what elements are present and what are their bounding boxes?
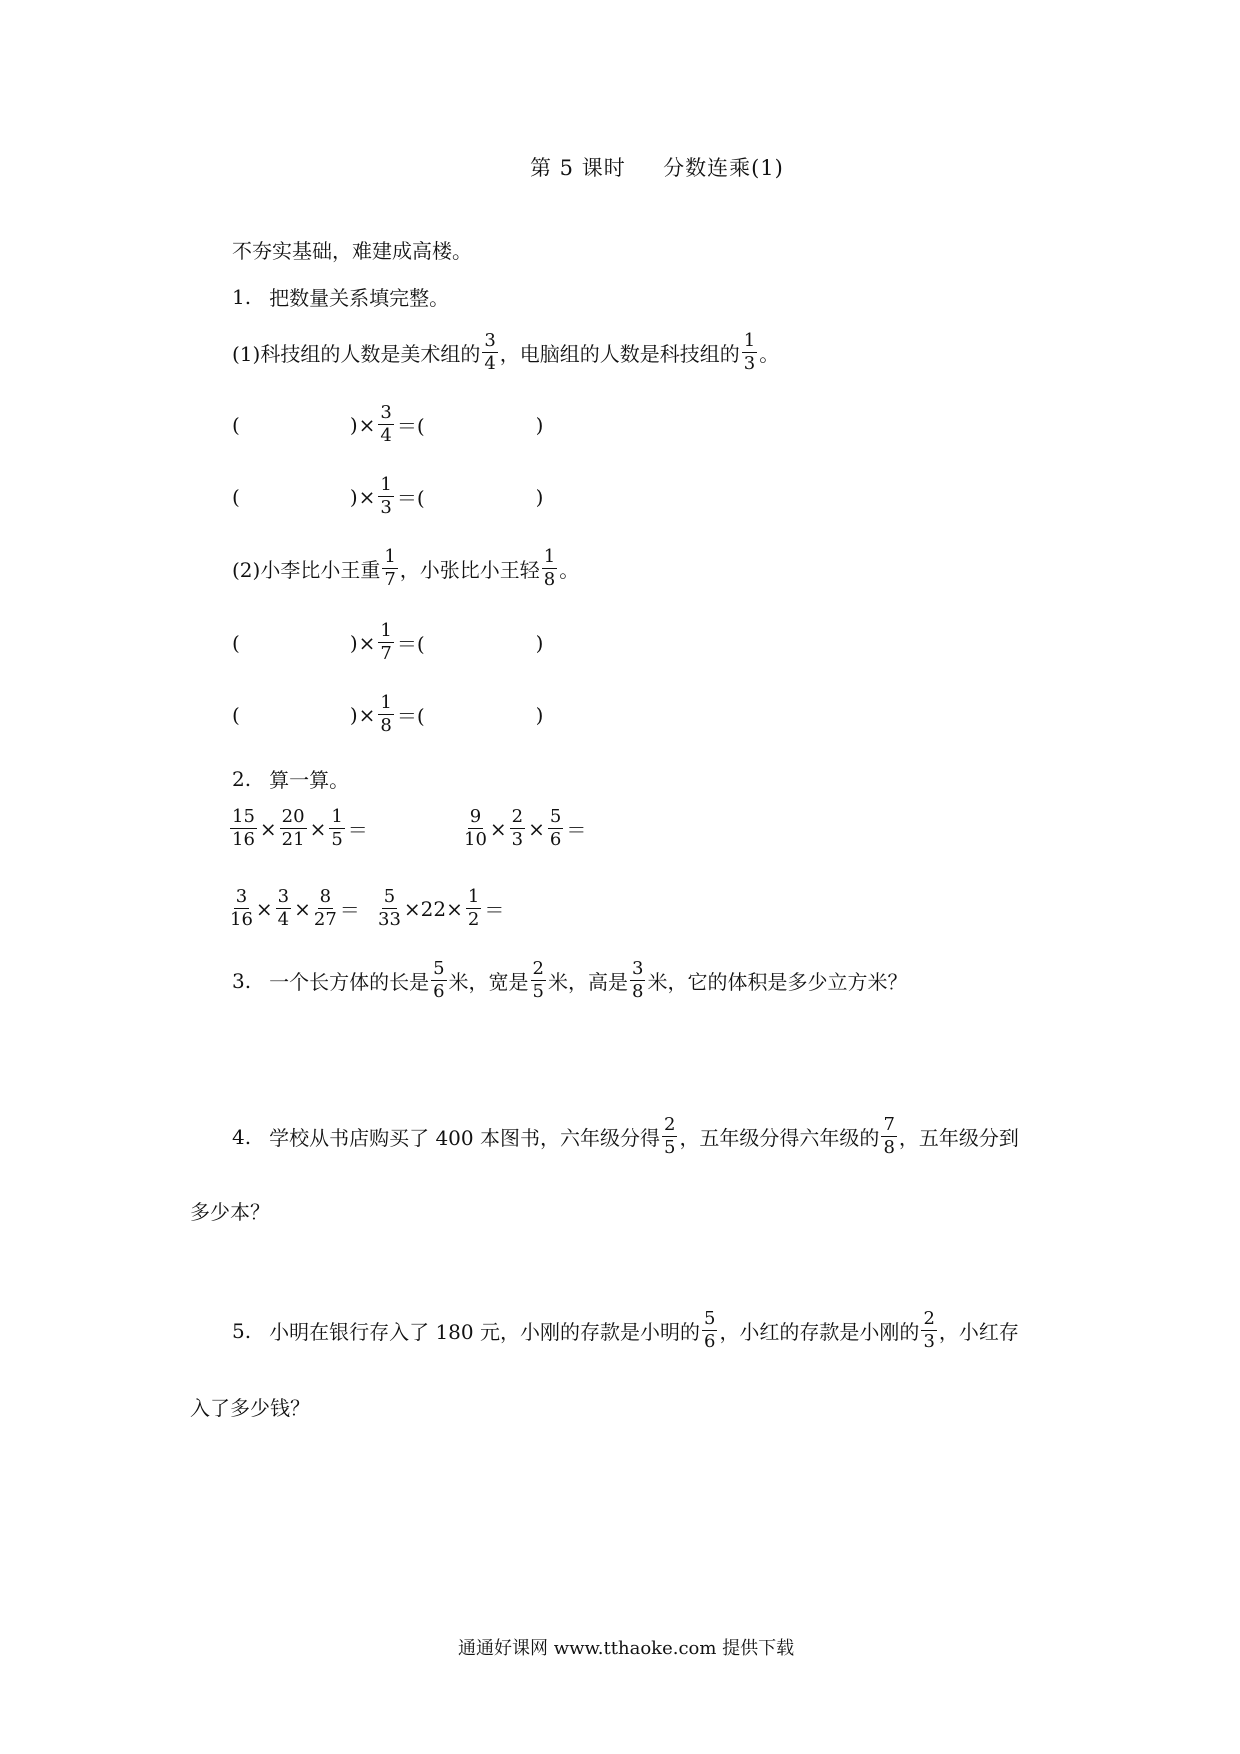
fraction: $\frac{1}{8}$ — [380, 692, 392, 736]
fraction: $\frac{2}{5}$ — [663, 1114, 676, 1158]
fraction: $\frac{5}{6}$ — [549, 806, 562, 850]
fraction: $\frac{1}{7}$ — [384, 546, 396, 590]
fraction: $\frac{2}{3}$ — [923, 1308, 935, 1352]
fraction: $\frac{3}{16}$ — [230, 886, 253, 930]
fraction: $\frac{5}{6}$ — [433, 958, 445, 1002]
fraction: $\frac{1}{5}$ — [331, 806, 343, 850]
q2-expression-2: $\frac{9}{10}$ × $\frac{2}{3}$ × $\frac{5}{6}$ ＝ — [464, 806, 587, 850]
footer-download-note: 通通好课网 www.tthaoke.com 提供下载 — [458, 1638, 795, 1659]
q2-expression-1: $\frac{15}{16}$ × $\frac{20}{21}$ × $\frac{1}{5}$ ＝ — [232, 806, 368, 850]
q1-p2-text-c: 。 — [559, 558, 580, 582]
fraction: $\frac{3}{4}$ — [484, 330, 496, 374]
q4-text-1: 学校从书店购买了 400 本图书，六年级分得 — [269, 1126, 660, 1150]
question-3 — [232, 960, 907, 1001]
question-3-label: 3. — [232, 968, 252, 993]
q3-text-1: 一个长方体的长是 — [269, 970, 430, 994]
q1-p1-text-a: (1)科技组的人数是美术组的 — [232, 342, 481, 366]
q1-p2-fill-row-1: ( ) × $\frac{1}{7}$ ＝( ) — [232, 620, 544, 664]
question-2-label: 2. — [232, 766, 252, 791]
fraction: $\frac{15}{16}$ — [232, 806, 255, 850]
q4-text-2: ，五年级分得六年级的 — [679, 1126, 880, 1150]
fraction: $\frac{9}{10}$ — [464, 806, 487, 850]
q5-text-2: ，小红的存款是小刚的 — [719, 1320, 920, 1344]
motto: 不夯实基础，难建成高楼。 — [232, 239, 472, 263]
fraction: $\frac{3}{8}$ — [632, 958, 644, 1002]
question-2-prompt: 算一算。 — [269, 768, 350, 792]
q1-p2-fill-row-2: ( ) × $\frac{1}{8}$ ＝( ) — [232, 692, 544, 736]
lesson-number: 第 5 课时 — [530, 156, 626, 180]
q1-part1-statement — [232, 332, 779, 373]
q3-text-3: 米，高是 — [548, 970, 628, 994]
question-1-label: 1. — [232, 284, 252, 309]
lesson-topic: 分数连乘(1) — [663, 156, 784, 180]
q1-p2-text-b: ，小张比小王轻 — [399, 558, 540, 582]
fraction: $\frac{2}{5}$ — [532, 958, 544, 1002]
question-5-line-2: 入了多少钱？ — [190, 1396, 310, 1420]
fraction: $\frac{1}{7}$ — [380, 620, 392, 664]
fraction: $\frac{5}{6}$ — [703, 1308, 716, 1352]
fraction: $\frac{7}{8}$ — [883, 1114, 895, 1158]
q1-p1-fill-row-2: ( ) × $\frac{1}{3}$ ＝( ) — [232, 474, 544, 518]
question-2-heading — [232, 764, 349, 793]
q1-p1-text-b: ，电脑组的人数是科技组的 — [499, 342, 740, 366]
question-5-line-1 — [232, 1310, 1019, 1351]
fraction: $\frac{1}{8}$ — [543, 546, 556, 590]
q2-expression-4: $\frac{5}{33}$ ×22× $\frac{1}{2}$ ＝ — [378, 886, 505, 930]
q1-p1-text-c: 。 — [759, 342, 780, 366]
fraction: $\frac{3}{4}$ — [277, 886, 290, 930]
q5-text-3: ，小红存 — [938, 1320, 1019, 1344]
fraction: $\frac{5}{33}$ — [378, 886, 401, 930]
q1-p2-text-a: (2)小李比小王重 — [232, 558, 381, 582]
q4-text-3: ，五年级分到 — [898, 1126, 1019, 1150]
q3-text-4: 米，它的体积是多少立方米？ — [647, 970, 908, 994]
fraction: $\frac{1}{3}$ — [380, 474, 392, 518]
q2-expression-3: $\frac{3}{16}$ × $\frac{3}{4}$ × $\frac{8}{27}$ ＝ — [230, 886, 360, 930]
fraction: $\frac{2}{3}$ — [511, 806, 524, 850]
q5-text-1: 小明在银行存入了 180 元，小刚的存款是小明的 — [269, 1320, 700, 1344]
q1-part2-statement — [232, 548, 579, 589]
q3-text-2: 米，宽是 — [448, 970, 529, 994]
question-4-line-2: 多少本？ — [190, 1200, 270, 1224]
q1-p1-fill-row-1: ( ) × $\frac{3}{4}$ ＝( ) — [232, 402, 544, 446]
question-4-label: 4. — [232, 1124, 252, 1149]
fraction: $\frac{8}{27}$ — [313, 886, 337, 930]
fraction: $\frac{1}{2}$ — [467, 886, 480, 930]
question-1-heading — [232, 282, 449, 311]
fraction: $\frac{3}{4}$ — [380, 402, 392, 446]
fraction: $\frac{20}{21}$ — [281, 806, 305, 850]
question-5-label: 5. — [232, 1318, 252, 1343]
question-4-line-1 — [232, 1116, 1019, 1157]
question-1-prompt: 把数量关系填完整。 — [269, 286, 450, 310]
page-title — [530, 152, 784, 182]
fraction: $\frac{1}{3}$ — [743, 330, 756, 374]
